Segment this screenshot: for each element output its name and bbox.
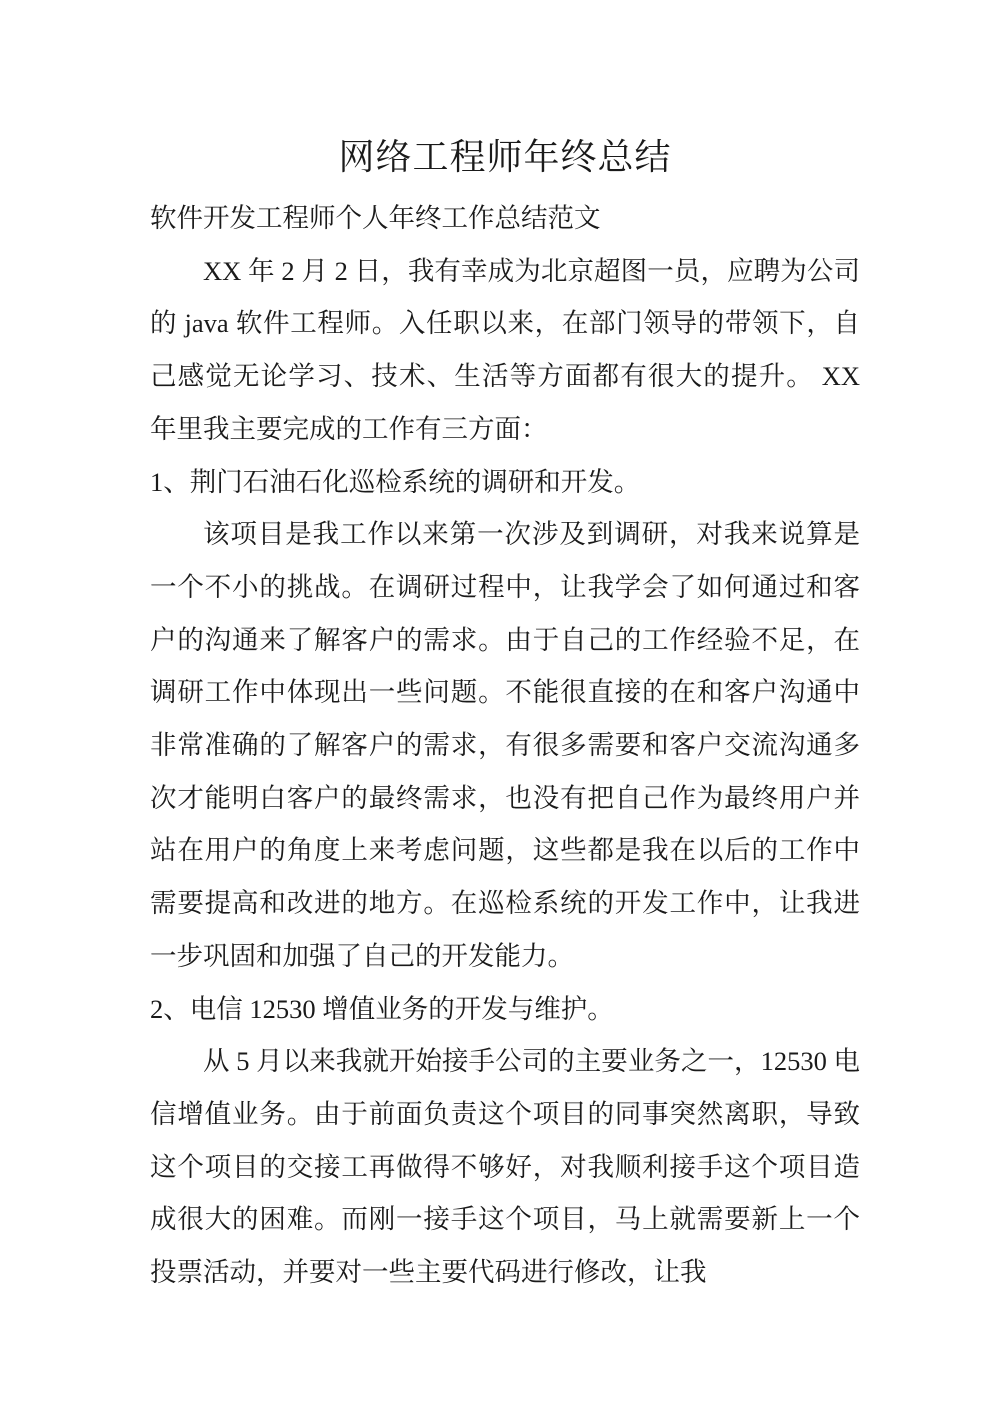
paragraph: 从 5 月以来我就开始接手公司的主要业务之一，12530 电信增值业务。由于前面负责这个项目的同事突然离职，导致这个项目的交接工再做得不够好，对我顺利接手这个项目造成很大的困难。而刚一接手这个项目，马上就需要新上一个投票活动，并要对一些主要代码进行修改，让我 [150,1046,860,1288]
paragraph: XX 年 2 月 2 日，我有幸成为北京超图一员，应聘为公司的 java 软件工程师。入任职以来，在部门领导的带领下，自己感觉无论学习、技术、生活等方面都有很大的提升。 XX 年里我主要完成的工作有三方面： [150,255,860,444]
document-title: 网络工程师年终总结 [338,137,672,177]
document-body [150,245,860,1299]
paragraph: 1、荆门石油石化巡检系统的调研和开发。 [150,466,641,497]
document-subtitle: 软件开发工程师个人年终工作总结范文 [150,203,601,233]
paragraph: 2、电信 12530 增值业务的开发与维护。 [150,993,614,1024]
paragraph: 该项目是我工作以来第一次涉及到调研，对我来说算是一个不小的挑战。在调研过程中，让我学会了如何通过和客户的沟通来了解客户的需求。由于自己的工作经验不足，在调研工作中体现出一些问题。不能很直接的在和客户沟通中非常准确的了解客户的需求，有很多需要和客户交流沟通多次才能明白客户的最终需求，也没有把自己作为最终用户并站在用户的角度上来考虑问题，这些都是我在以后的工作中需要提高和改进的地方。在巡检系统的开发工作中，让我进一步巩固和加强了自己的开发能力。 [150,519,860,971]
